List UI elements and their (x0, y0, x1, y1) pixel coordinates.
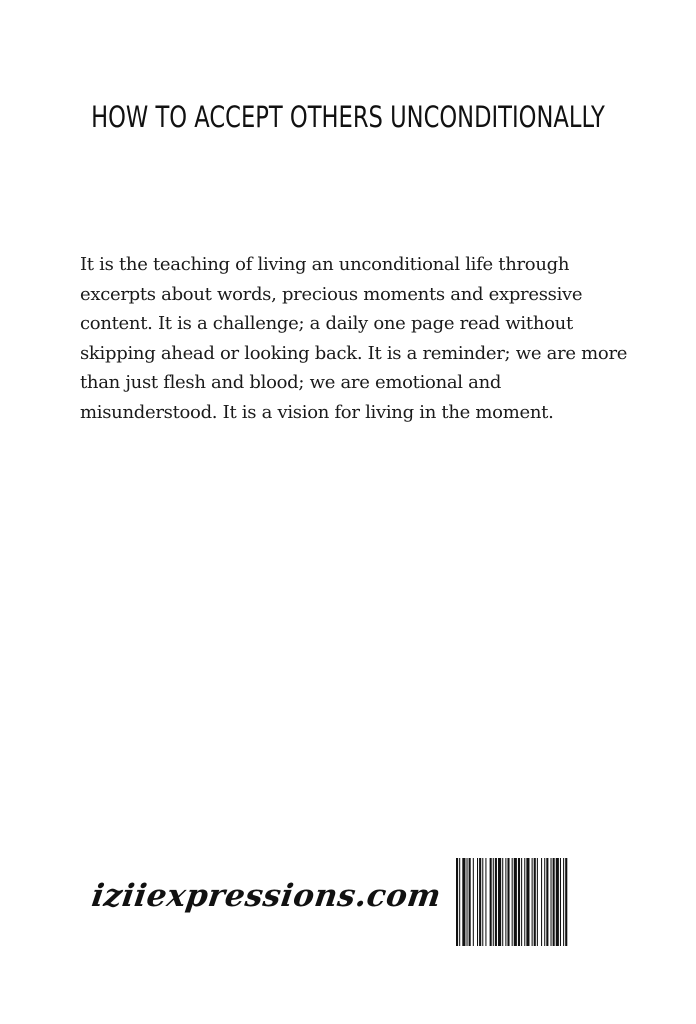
barcode-bar (544, 858, 545, 946)
back-cover-blurb (80, 250, 628, 427)
barcode-bar (473, 858, 474, 946)
blurb-line: misunderstood. It is a vision for living in the moment. (80, 401, 554, 423)
barcode-bar (495, 858, 497, 946)
barcode-bar (507, 858, 509, 946)
barcode-bar (493, 858, 494, 946)
barcode-bar (477, 858, 478, 946)
barcode-bar (518, 858, 520, 946)
blurb-line: than just flesh and blood; we are emotional and (80, 372, 502, 393)
barcode-bar (532, 858, 533, 946)
barcode-icon (454, 858, 614, 946)
barcode-bar (514, 858, 517, 946)
barcode-bar (498, 858, 501, 946)
barcode-bar (565, 858, 567, 946)
barcode-bar (512, 858, 513, 946)
blurb-line: excerpts about words, precious moments and expressive (80, 283, 583, 305)
barcode-bar (467, 858, 468, 946)
book-title: HOW TO ACCEPT OTHERS UNCONDITIONALLY (91, 100, 605, 134)
barcode-bar (469, 858, 471, 946)
barcode-bar (462, 858, 465, 946)
barcode-bar (537, 858, 538, 946)
barcode-bar (541, 858, 542, 946)
barcode-bar (556, 858, 559, 946)
barcode-bar (524, 858, 525, 946)
barcode-bar (553, 858, 555, 946)
blurb-line: It is the teaching of living an unconditional life through (80, 254, 570, 275)
barcode-bar (479, 858, 481, 946)
website-url: iziiexpressions.com (89, 878, 444, 914)
barcode-bar (534, 858, 536, 946)
barcode-bar (560, 858, 561, 946)
barcode-bar (551, 858, 552, 946)
blurb-line: skipping ahead or looking back. It is a reminder; we are more (80, 342, 628, 364)
barcode-bar (526, 858, 529, 946)
barcode-bar (502, 858, 503, 946)
barcode-bar (490, 858, 492, 946)
barcode-bar (456, 858, 458, 946)
barcode-bar (482, 858, 483, 946)
barcode-bar (459, 858, 460, 946)
barcode-bar (505, 858, 506, 946)
barcode-bar (563, 858, 564, 946)
blurb-line: content. It is a challenge; a daily one page read without (80, 313, 573, 334)
barcode-bar (485, 858, 486, 946)
barcode-bar (546, 858, 548, 946)
barcode-bar (521, 858, 522, 946)
